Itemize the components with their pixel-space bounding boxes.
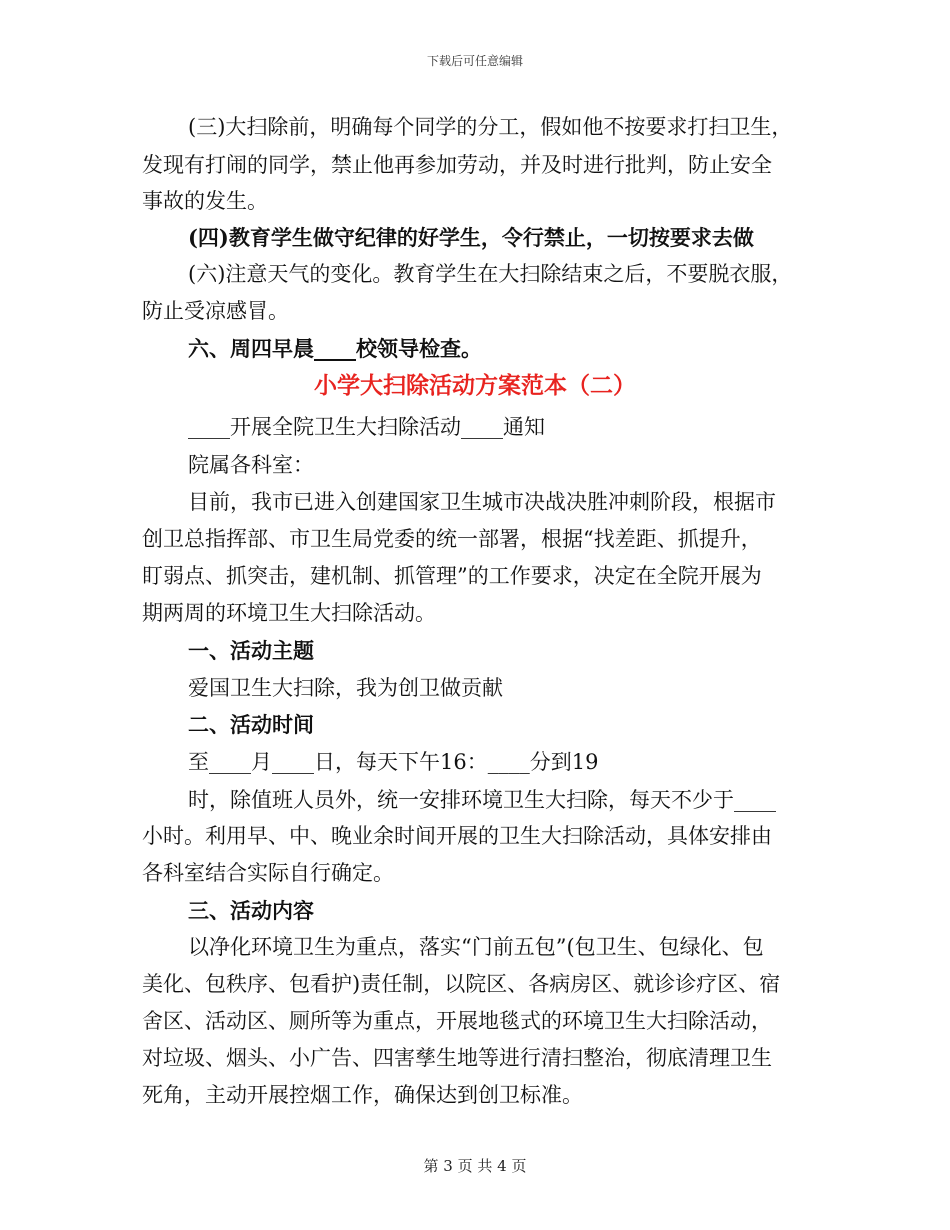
bold-paragraph-line: (四)教育学生做守纪律的好学生，令行禁止，一切按要求去做 [188,225,754,250]
paragraph-line: 至____月____日，每天下午16：____分到19 [188,750,599,774]
paragraph-line: (三)大扫除前，明确每个同学的分工，假如他不按要求打扫卫生， [188,115,793,139]
paragraph-line: 死角，主动开展控烟工作，确保达到创卫标准。 [142,1083,583,1107]
paragraph-line: 事故的发生。 [142,189,268,213]
paragraph-line: 美化、包秩序、包看护)责任制，以院区、各病房区、就诊诊疗区、宿 [142,972,781,996]
paragraph-line: 期两周的环境卫生大扫除活动。 [142,601,436,625]
paragraph-line: 盯弱点、抓突击，建机制、抓管理”的工作要求，决定在全院开展为 [142,564,762,588]
section-heading: 一、活动主题 [188,638,314,663]
paragraph-line: 舍区、活动区、厕所等为重点，开展地毯式的环境卫生大扫除活动， [142,1009,772,1033]
paragraph-line: 防止受凉感冒。 [142,299,289,323]
section-heading: 六、周四早晨____校领导检查。 [188,336,482,361]
paragraph-line: 对垃圾、烟头、小广告、四害孳生地等进行清扫整治，彻底清理卫生 [142,1046,772,1070]
page-header: 下载后可任意编辑 [426,54,523,68]
paragraph-line: 以净化环境卫生为重点，落实“门前五包”(包卫生、包绿化、包 [188,935,764,959]
section-heading: 二、活动时间 [188,712,314,737]
paragraph-line: 目前，我市已进入创建国家卫生城市决战决胜冲刺阶段，根据市 [188,490,776,514]
paragraph-line: 爱国卫生大扫除，我为创卫做贡献 [188,676,503,700]
salutation: 院属各科室： [188,453,314,477]
paragraph-line: 小时。利用早、中、晚业余时间开展的卫生大扫除活动，具体安排由 [142,824,772,848]
paragraph-line: 时，除值班人员外，统一安排环境卫生大扫除，每天不少于____ [188,788,776,812]
document-title: 小学大扫除活动方案范本（二） [314,373,636,399]
paragraph-line: 发现有打闹的同学，禁止他再参加劳动，并及时进行批判，防止安全 [142,153,772,177]
page-number: 第 3 页 共 4 页 [423,1157,527,1175]
paragraph-line: 各科室结合实际自行确定。 [142,861,394,885]
notice-heading: ____开展全院卫生大扫除活动____通知 [188,415,545,439]
section-heading: 三、活动内容 [188,898,314,923]
paragraph-line: (六)注意天气的变化。教育学生在大扫除结束之后，不要脱衣服， [188,262,793,286]
paragraph-line: 创卫总指挥部、市卫生局党委的统一部署，根据“找差距、抓提升， [142,527,762,551]
